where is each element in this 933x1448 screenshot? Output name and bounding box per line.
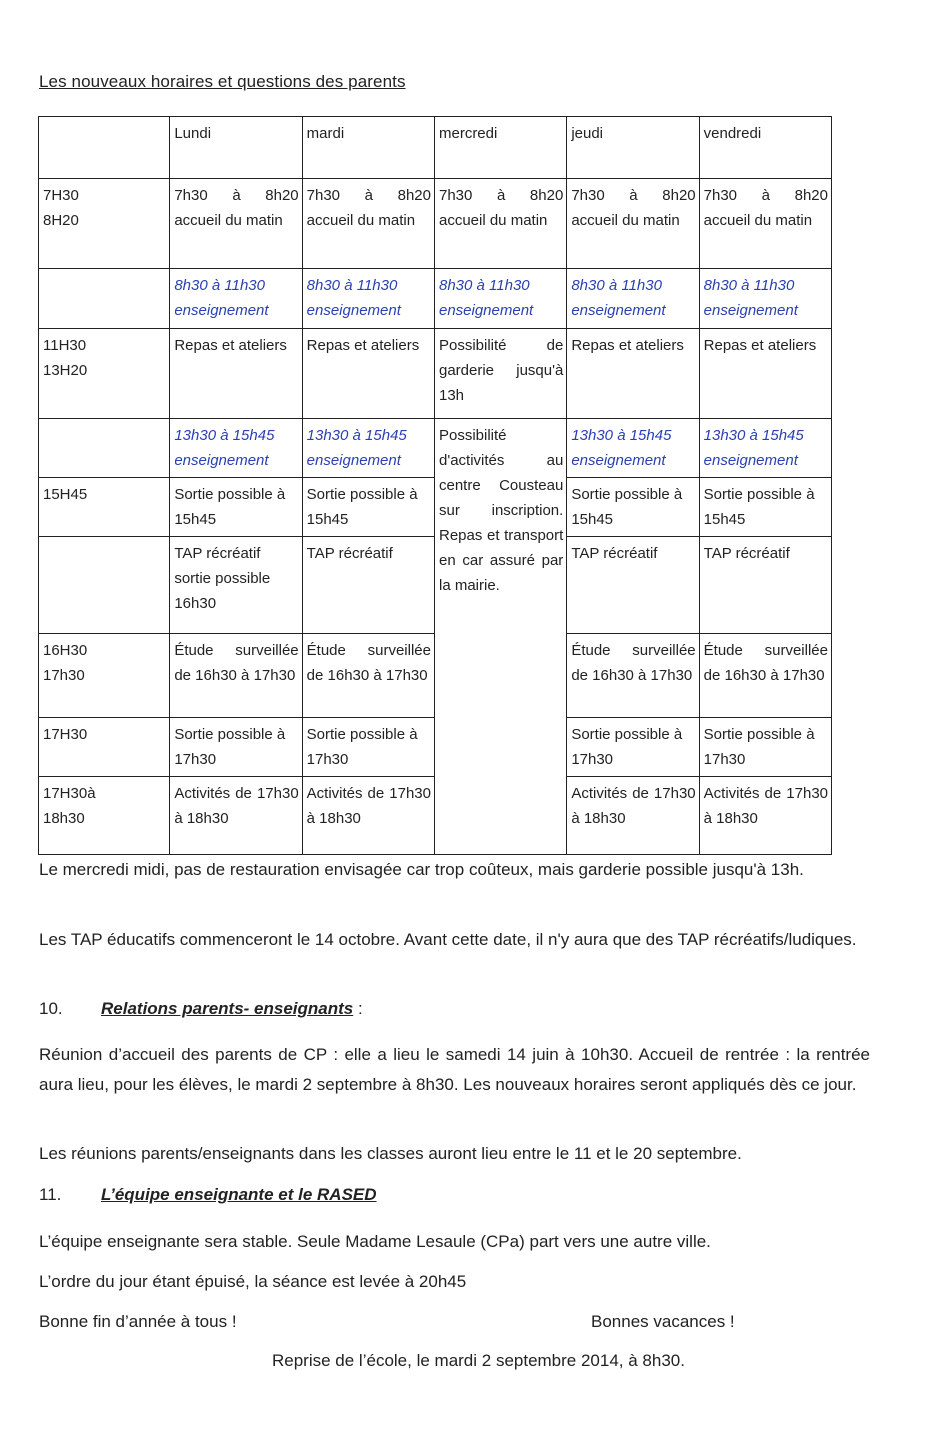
schedule-cell: Activités de 17h30 à 18h30 — [567, 777, 699, 855]
day-header-mardi: mardi — [302, 117, 434, 179]
section-heading-10 — [39, 994, 870, 1024]
paragraph-mercredi-midi: Le mercredi midi, pas de restauration envisagée car trop coûteux, mais garderie possible jusqu'à 13h. — [39, 860, 804, 879]
schedule-cell: Sortie possible à 17h30 — [567, 718, 699, 777]
schedule-cell: Possibilité de garderie jusqu'à 13h — [434, 329, 566, 419]
schedule-cell: Sortie possible à 15h45 — [567, 478, 699, 537]
schedule-cell: Sortie possible à 15h45 — [170, 478, 302, 537]
schedule-cell: Sortie possible à 17h30 — [699, 718, 831, 777]
paragraph-reunions: Les réunions parents/enseignants dans les classes auront lieu entre le 11 et le 20 septembre. — [39, 1144, 742, 1163]
paragraph-ordre-du-jour: L’ordre du jour étant épuisé, la séance est levée à 20h45 — [39, 1272, 467, 1291]
schedule-cell: Repas et ateliers — [170, 329, 302, 419]
schedule-cell: Repas et ateliers — [302, 329, 434, 419]
schedule-cell: Étude surveillée de 16h30 à 17h30 — [302, 634, 434, 718]
schedule-cell: 7h30 à 8h20 accueil du matin — [699, 179, 831, 269]
schedule-cell: Sortie possible à 15h45 — [302, 478, 434, 537]
time-cell: 17H30 — [39, 718, 170, 777]
day-header-vendredi: vendredi — [699, 117, 831, 179]
schedule-cell: Sortie possible à 15h45 — [699, 478, 831, 537]
schedule-cell: Activités de 17h30 à 18h30 — [170, 777, 302, 855]
schedule-cell: Sortie possible à 17h30 — [170, 718, 302, 777]
schedule-cell: 8h30 à 11h30 enseignement — [302, 269, 434, 329]
paragraph-reunion-cp: Réunion d’accueil des parents de CP : elle a lieu le samedi 14 juin à 10h30. Accueil de rentrée : la rentrée aura lieu, pour les élèves, le mardi 2 septembre à 8h30. Les nouveaux horaires seront appliqués dès ce jour. — [39, 1045, 870, 1094]
time-cell: 15H45 — [39, 478, 170, 537]
schedule-cell: Activités de 17h30 à 18h30 — [302, 777, 434, 855]
day-header-lundi: Lundi — [170, 117, 302, 179]
day-header-jeudi: jeudi — [567, 117, 699, 179]
schedule-cell: Étude surveillée de 16h30 à 17h30 — [170, 634, 302, 718]
schedule-cell: 7h30 à 8h20 accueil du matin — [302, 179, 434, 269]
time-cell: 17H30à 18h30 — [39, 777, 170, 855]
time-cell — [39, 269, 170, 329]
page-title: Les nouveaux horaires et questions des parents — [39, 72, 406, 91]
paragraph-tap: Les TAP éducatifs commenceront le 14 octobre. Avant cette date, il n'y aura que des TAP récréatifs/ludiques. — [39, 930, 857, 949]
schedule-cell: TAP récréatif — [699, 537, 831, 634]
day-header-mercredi: mercredi — [434, 117, 566, 179]
closing-left: Bonne fin d’année à tous ! — [39, 1312, 237, 1331]
section-suffix: : — [353, 999, 363, 1018]
schedule-cell: 8h30 à 11h30 enseignement — [699, 269, 831, 329]
section-number: 11. — [39, 1185, 62, 1204]
schedule-cell: TAP récréatif — [567, 537, 699, 634]
schedule-cell: 13h30 à 15h45 enseignement — [302, 419, 434, 478]
schedule-cell: Sortie possible à 17h30 — [302, 718, 434, 777]
schedule-cell: 13h30 à 15h45 enseignement — [699, 419, 831, 478]
section-title: Relations parents- enseignants — [101, 999, 354, 1018]
table-row-header — [39, 117, 832, 179]
closing-right: Bonnes vacances ! — [591, 1312, 735, 1331]
time-cell: 7H30 8H20 — [39, 179, 170, 269]
reprise-line: Reprise de l’école, le mardi 2 septembre 2014, à 8h30. — [272, 1351, 685, 1370]
time-cell — [39, 419, 170, 478]
schedule-cell: TAP récréatif sortie possible 16h30 — [170, 537, 302, 634]
paragraph-equipe: L’équipe enseignante sera stable. Seule Madame Lesaule (CPa) part vers une autre ville. — [39, 1232, 711, 1251]
table-row — [39, 179, 832, 269]
schedule-table — [38, 116, 832, 855]
time-cell — [39, 537, 170, 634]
schedule-cell: Activités de 17h30 à 18h30 — [699, 777, 831, 855]
corner-cell — [39, 117, 170, 179]
schedule-cell: 7h30 à 8h20 accueil du matin — [434, 179, 566, 269]
schedule-cell: 7h30 à 8h20 accueil du matin — [170, 179, 302, 269]
schedule-cell: Repas et ateliers — [567, 329, 699, 419]
schedule-cell: Repas et ateliers — [699, 329, 831, 419]
schedule-cell: 8h30 à 11h30 enseignement — [567, 269, 699, 329]
section-title: L’équipe enseignante et le RASED — [101, 1185, 377, 1204]
schedule-cell: 8h30 à 11h30 enseignement — [434, 269, 566, 329]
schedule-cell: 8h30 à 11h30 enseignement — [170, 269, 302, 329]
schedule-cell: Étude surveillée de 16h30 à 17h30 — [567, 634, 699, 718]
section-number: 10. — [39, 999, 63, 1018]
schedule-cell-wednesday-afternoon: Possibilité d'activités au centre Cousteau sur inscription. Repas et transport en car assuré par la mairie. — [434, 419, 566, 855]
time-cell: 11H30 13H20 — [39, 329, 170, 419]
schedule-cell: 13h30 à 15h45 enseignement — [567, 419, 699, 478]
table-row — [39, 419, 832, 478]
schedule-cell: Étude surveillée de 16h30 à 17h30 — [699, 634, 831, 718]
schedule-cell: 13h30 à 15h45 enseignement — [170, 419, 302, 478]
time-cell: 16H30 17h30 — [39, 634, 170, 718]
table-row — [39, 329, 832, 419]
table-row — [39, 269, 832, 329]
section-heading-11 — [39, 1180, 870, 1210]
schedule-cell: 7h30 à 8h20 accueil du matin — [567, 179, 699, 269]
schedule-cell: TAP récréatif — [302, 537, 434, 634]
